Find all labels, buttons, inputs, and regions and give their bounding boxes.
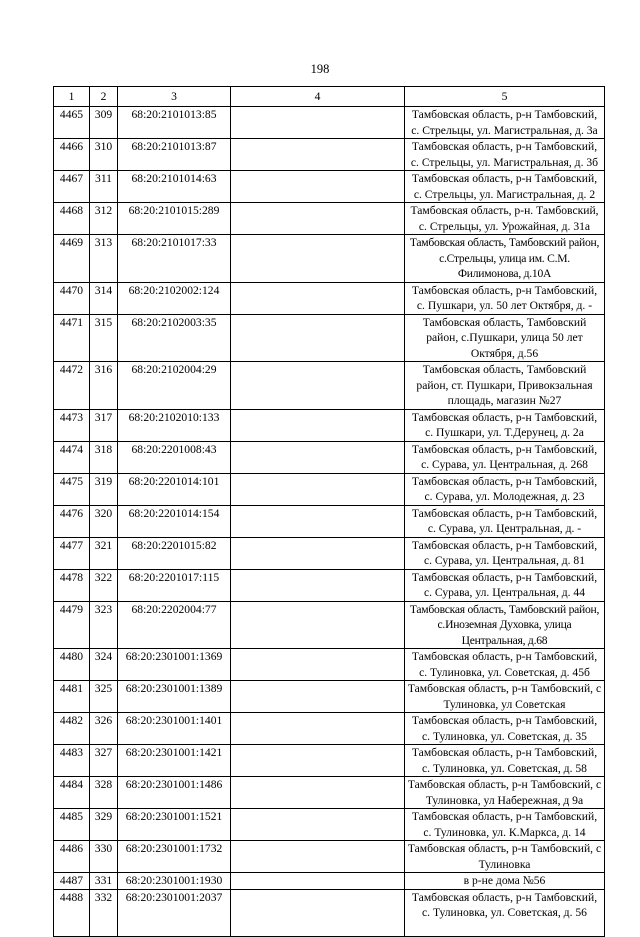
index-cell: 317 <box>90 409 118 441</box>
table-row <box>54 601 605 649</box>
table-row <box>54 681 605 713</box>
row-number-cell: 4467 <box>54 171 90 203</box>
table-row <box>54 745 605 777</box>
column-4-cell <box>231 139 405 171</box>
cadastral-number-cell: 68:20:2201017:115 <box>118 569 231 601</box>
address-cell: Тамбовская область, р-н Тамбовский, с. Пушкари, ул. Т.Дерунец, д. 2а <box>405 409 605 441</box>
column-4-cell <box>231 107 405 139</box>
table-row <box>54 235 605 283</box>
index-cell: 324 <box>90 649 118 681</box>
cadastral-number-cell: 68:20:2201014:154 <box>118 505 231 537</box>
cadastral-number-cell: 68:20:2201015:82 <box>118 537 231 569</box>
row-number-cell: 4466 <box>54 139 90 171</box>
table-row <box>54 873 605 890</box>
cadastral-number-cell: 68:20:2102002:124 <box>118 282 231 314</box>
cadastral-number-cell: 68:20:2101015:289 <box>118 203 231 235</box>
row-number-cell: 4481 <box>54 681 90 713</box>
row-number-cell: 4475 <box>54 473 90 505</box>
column-4-cell <box>231 282 405 314</box>
index-cell: 310 <box>90 139 118 171</box>
address-cell: Тамбовская область, р-н Тамбовский, с. Тулиновка, ул. Советская, д. 56 <box>405 889 605 936</box>
table-row <box>54 841 605 873</box>
column-4-cell <box>231 841 405 873</box>
address-cell: Тамбовская область, р-н Тамбовский, с. Стрельцы, ул. Магистральная, д. 3а <box>405 107 605 139</box>
address-cell: Тамбовская область, р-н Тамбовский, с. Стрельцы, ул. Магистральная, д. 3б <box>405 139 605 171</box>
column-4-cell <box>231 362 405 410</box>
index-cell: 319 <box>90 473 118 505</box>
address-cell: Тамбовская область, р-н Тамбовский, с. Тулиновка, ул. Советская, д. 45б <box>405 649 605 681</box>
cadastral-number-cell: 68:20:2101013:85 <box>118 107 231 139</box>
address-cell: Тамбовская область, р-н Тамбовский, с. Сурава, ул. Молодежная, д. 23 <box>405 473 605 505</box>
address-cell: Тамбовская область, р-н Тамбовский, с. Тулиновка, ул. К.Маркса, д. 14 <box>405 809 605 841</box>
cadastral-number-cell: 68:20:2202004:77 <box>118 601 231 649</box>
column-4-cell <box>231 505 405 537</box>
cadastral-number-cell: 68:20:2201008:43 <box>118 441 231 473</box>
column-4-cell <box>231 809 405 841</box>
address-cell: Тамбовская область, р-н Тамбовский, с. Тулиновка, ул. Советская, д. 35 <box>405 713 605 745</box>
row-number-cell: 4486 <box>54 841 90 873</box>
table-row <box>54 537 605 569</box>
column-4-cell <box>231 441 405 473</box>
table-row <box>54 362 605 410</box>
index-cell: 322 <box>90 569 118 601</box>
cadastral-number-cell: 68:20:2301001:1486 <box>118 777 231 809</box>
column-header-3: 3 <box>118 87 231 107</box>
index-cell: 320 <box>90 505 118 537</box>
row-number-cell: 4484 <box>54 777 90 809</box>
row-number-cell: 4485 <box>54 809 90 841</box>
table-body <box>54 107 605 937</box>
table-header-row <box>54 87 605 107</box>
cadastral-number-cell: 68:20:2101013:87 <box>118 139 231 171</box>
index-cell: 316 <box>90 362 118 410</box>
table-row <box>54 473 605 505</box>
address-cell: Тамбовская область, Тамбовский район, с.Иноземная Духовка, улица Центральная, д.68 <box>405 601 605 649</box>
row-number-cell: 4468 <box>54 203 90 235</box>
address-cell: Тамбовская область, Тамбовский район, с.Стрельцы, улица им. С.М. Филимонова, д.10А <box>405 235 605 283</box>
column-4-cell <box>231 171 405 203</box>
row-number-cell: 4471 <box>54 314 90 362</box>
index-cell: 328 <box>90 777 118 809</box>
column-4-cell <box>231 777 405 809</box>
table-row <box>54 409 605 441</box>
index-cell: 315 <box>90 314 118 362</box>
column-4-cell <box>231 681 405 713</box>
cadastral-number-cell: 68:20:2301001:1521 <box>118 809 231 841</box>
row-number-cell: 4487 <box>54 873 90 890</box>
cadastral-number-cell: 68:20:2301001:2037 <box>118 889 231 936</box>
index-cell: 318 <box>90 441 118 473</box>
column-4-cell <box>231 235 405 283</box>
table-row <box>54 282 605 314</box>
column-header-4: 4 <box>231 87 405 107</box>
address-cell: Тамбовская область, р-н Тамбовский, с. Сурава, ул. Центральная, д. 268 <box>405 441 605 473</box>
column-header-1: 1 <box>54 87 90 107</box>
address-cell: Тамбовская область, р-н Тамбовский, с Тулиновка, ул Набережная, д 9а <box>405 777 605 809</box>
table-row <box>54 777 605 809</box>
cadastral-number-cell: 68:20:2301001:1369 <box>118 649 231 681</box>
table-row <box>54 649 605 681</box>
table-row <box>54 139 605 171</box>
row-number-cell: 4476 <box>54 505 90 537</box>
row-number-cell: 4473 <box>54 409 90 441</box>
row-number-cell: 4477 <box>54 537 90 569</box>
index-cell: 330 <box>90 841 118 873</box>
address-cell: в р-не дома №56 <box>405 873 605 890</box>
column-header-5: 5 <box>405 87 605 107</box>
column-4-cell <box>231 537 405 569</box>
cadastral-number-cell: 68:20:2301001:1930 <box>118 873 231 890</box>
table-row <box>54 505 605 537</box>
row-number-cell: 4469 <box>54 235 90 283</box>
cadastral-number-cell: 68:20:2102004:29 <box>118 362 231 410</box>
index-cell: 321 <box>90 537 118 569</box>
column-4-cell <box>231 649 405 681</box>
address-cell: Тамбовская область, р-н Тамбовский, с. Сурава, ул. Центральная, д. - <box>405 505 605 537</box>
index-cell: 323 <box>90 601 118 649</box>
page-number: 198 <box>310 62 330 76</box>
column-4-cell <box>231 473 405 505</box>
table-row <box>54 713 605 745</box>
index-cell: 326 <box>90 713 118 745</box>
row-number-cell: 4465 <box>54 107 90 139</box>
cadastral-number-cell: 68:20:2301001:1421 <box>118 745 231 777</box>
column-4-cell <box>231 601 405 649</box>
index-cell: 327 <box>90 745 118 777</box>
row-number-cell: 4474 <box>54 441 90 473</box>
column-4-cell <box>231 409 405 441</box>
index-cell: 314 <box>90 282 118 314</box>
row-number-cell: 4472 <box>54 362 90 410</box>
address-cell: Тамбовская область, р-н Тамбовский, с Тулиновка <box>405 841 605 873</box>
table-row <box>54 171 605 203</box>
address-cell: Тамбовская область, Тамбовский район, с.Пушкари, улица 50 лет Октября, д.56 <box>405 314 605 362</box>
column-4-cell <box>231 569 405 601</box>
index-cell: 312 <box>90 203 118 235</box>
column-header-2: 2 <box>90 87 118 107</box>
address-cell: Тамбовская область, Тамбовский район, ст. Пушкари, Привокзальная площадь, магазин №27 <box>405 362 605 410</box>
index-cell: 329 <box>90 809 118 841</box>
cadastral-number-cell: 68:20:2102010:133 <box>118 409 231 441</box>
row-number-cell: 4478 <box>54 569 90 601</box>
column-4-cell <box>231 314 405 362</box>
index-cell: 313 <box>90 235 118 283</box>
cadastral-number-cell: 68:20:2301001:1401 <box>118 713 231 745</box>
index-cell: 332 <box>90 889 118 936</box>
table-row <box>54 441 605 473</box>
row-number-cell: 4483 <box>54 745 90 777</box>
table-row <box>54 107 605 139</box>
column-4-cell <box>231 873 405 890</box>
table-row <box>54 314 605 362</box>
index-cell: 331 <box>90 873 118 890</box>
address-cell: Тамбовская область, р-н. Тамбовский, с. Стрельцы, ул. Урожайная, д. 31а <box>405 203 605 235</box>
cadastral-number-cell: 68:20:2301001:1732 <box>118 841 231 873</box>
address-cell: Тамбовская область, р-н Тамбовский, с. Пушкари, ул. 50 лет Октября, д. - <box>405 282 605 314</box>
row-number-cell: 4488 <box>54 889 90 936</box>
cadastral-number-cell: 68:20:2301001:1389 <box>118 681 231 713</box>
column-4-cell <box>231 713 405 745</box>
index-cell: 325 <box>90 681 118 713</box>
row-number-cell: 4470 <box>54 282 90 314</box>
table-row <box>54 203 605 235</box>
cadastral-number-cell: 68:20:2201014:101 <box>118 473 231 505</box>
address-cell: Тамбовская область, р-н Тамбовский, с. Стрельцы, ул. Магистральная, д. 2 <box>405 171 605 203</box>
index-cell: 311 <box>90 171 118 203</box>
row-number-cell: 4479 <box>54 601 90 649</box>
cadastral-number-cell: 68:20:2101017:33 <box>118 235 231 283</box>
cadastral-number-cell: 68:20:2101014:63 <box>118 171 231 203</box>
index-cell: 309 <box>90 107 118 139</box>
cadastral-number-cell: 68:20:2102003:35 <box>118 314 231 362</box>
address-cell: Тамбовская область, р-н Тамбовский, с. Сурава, ул. Центральная, д. 81 <box>405 537 605 569</box>
column-4-cell <box>231 203 405 235</box>
table-row <box>54 889 605 936</box>
row-number-cell: 4480 <box>54 649 90 681</box>
row-number-cell: 4482 <box>54 713 90 745</box>
address-cell: Тамбовская область, р-н Тамбовский, с. Сурава, ул. Центральная, д. 44 <box>405 569 605 601</box>
column-4-cell <box>231 889 405 936</box>
table-row <box>54 569 605 601</box>
column-4-cell <box>231 745 405 777</box>
address-cell: Тамбовская область, р-н Тамбовский, с. Тулиновка, ул. Советская, д. 58 <box>405 745 605 777</box>
registry-table <box>53 86 605 937</box>
address-cell: Тамбовская область, р-н Тамбовский, с Тулиновка, ул Советская <box>405 681 605 713</box>
table-row <box>54 809 605 841</box>
